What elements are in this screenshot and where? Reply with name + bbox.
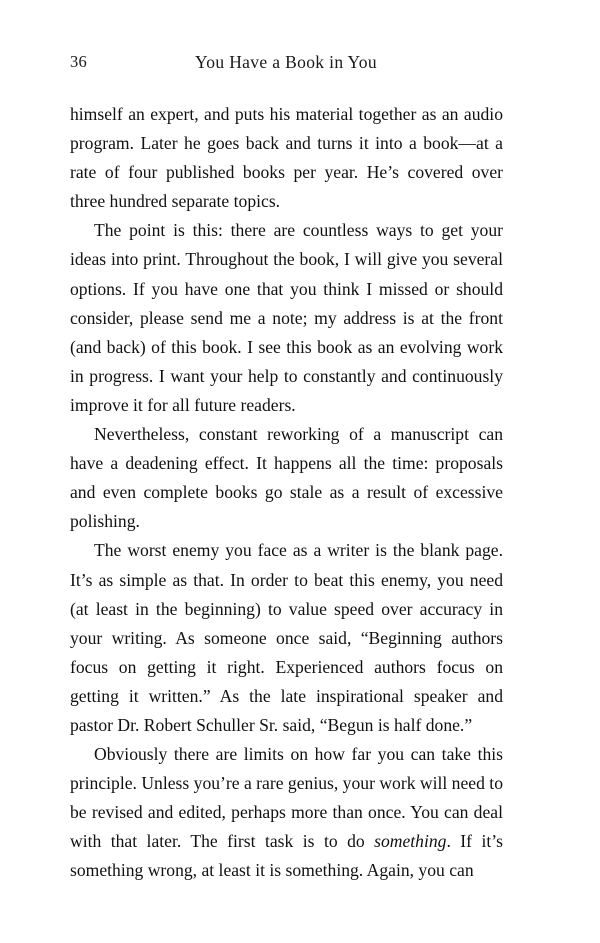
emphasis-text: something (374, 831, 447, 852)
page-body (70, 100, 503, 886)
paragraph: himself an expert, and puts his material together as an audio program. Later he goes back and turns it into a book—at a rate of four published books per year. He’s covered over three hundred separate topics. (70, 104, 503, 212)
paragraph: Obviously there are limits on how far you can take this principle. Unless you’re a rare genius, your work will need to be revised and edited, perhaps more than once. You can deal with that later. The first task is to do something. If it’s something wrong, at least it is something. Again, you can (70, 744, 503, 881)
paragraph: Nevertheless, constant reworking of a manuscript can have a deadening effect. It happens all the time: proposals and even complete books go stale as a result of excessive polishing. (70, 424, 503, 532)
page-title: You Have a Book in You (195, 52, 377, 72)
paragraph: The point is this: there are countless ways to get your ideas into print. Throughout the book, I will give you several options. If you have one that you think I missed or should consider, please send me a note; my address is at the front (and back) of this book. I see this book as an evolving work in progress. I want your help to constantly and continuously improve it for all future readers. (70, 220, 503, 415)
page-number: 36 (70, 52, 88, 71)
paragraph: The worst enemy you face as a writer is the blank page. It’s as simple as that. In order to beat this enemy, you need (at least in the beginning) to value speed over accuracy in your writing. As someone once said, “Beginning authors focus on getting it right. Experienced authors focus on getting it written.” As the late inspirational speaker and pastor Dr. Robert Schuller Sr. said, “Begun is half done.” (70, 540, 503, 735)
running-head (70, 52, 502, 80)
